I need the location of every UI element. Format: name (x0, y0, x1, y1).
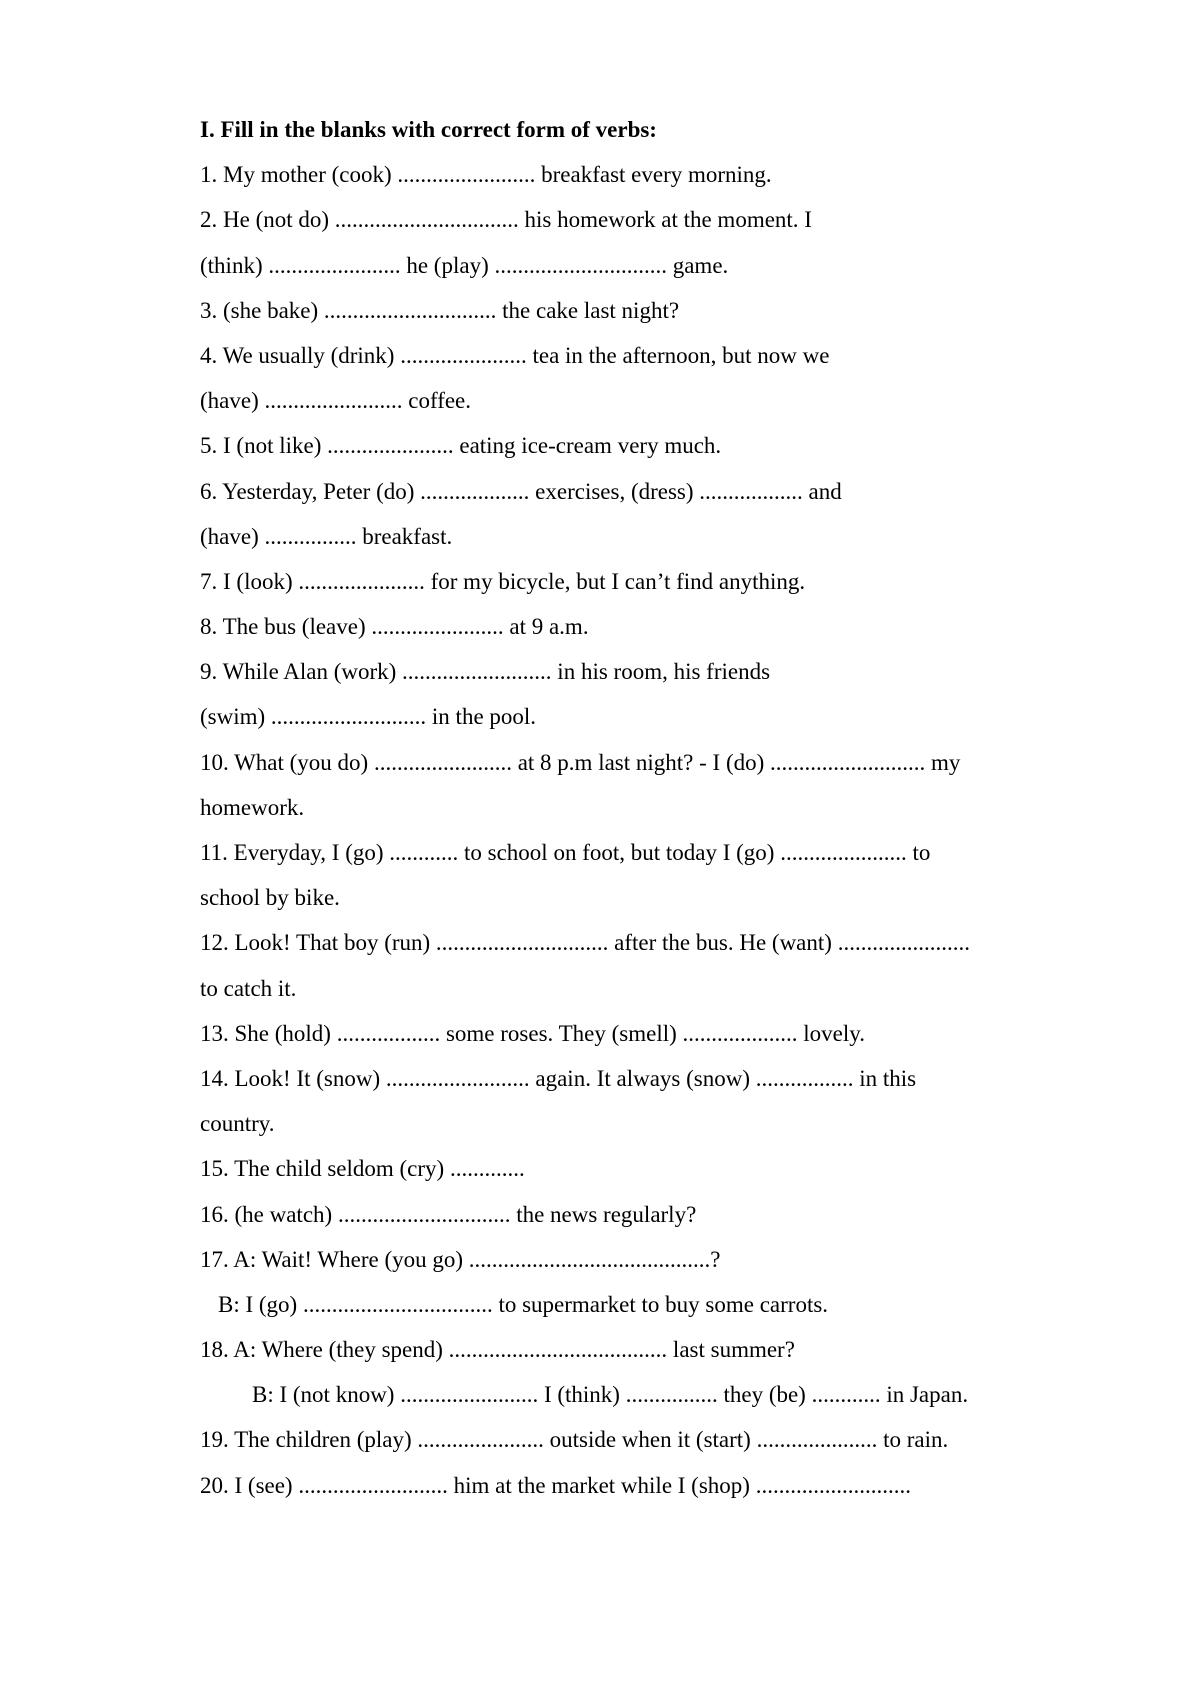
question-4: 4. We usually (drink) ...................... tea in the afternoon, but now we (200, 342, 830, 368)
question-17-a: 17. A: Wait! Where (you go) ..........................................? (200, 1246, 721, 1272)
question-10: 10. What (you do) ........................ at 8 p.m last night? - I (do) ........................... my (200, 749, 961, 775)
exercise-title: I. Fill in the blanks with correct form of verbs: (200, 117, 657, 142)
question-6: 6. Yesterday, Peter (do) ................... exercises, (dress) .................. and (200, 478, 842, 504)
question-5: 5. I (not like) ...................... eating ice-cream very much. (200, 433, 722, 459)
question-16: 16. (he watch) .............................. the news regularly? (200, 1201, 697, 1227)
question-11-continued: school by bike. (200, 885, 340, 911)
question-18-a: 18. A: Where (they spend) ...................................... last summer? (200, 1337, 795, 1363)
question-13: 13. She (hold) .................. some roses. They (smell) .................... lovely. (200, 1020, 866, 1046)
question-17-b: B: I (go) ................................. to supermarket to buy some carrots. (218, 1291, 829, 1317)
question-7: 7. I (look) ...................... for my bicycle, but I can’t find anything. (200, 568, 806, 594)
question-12-continued: to catch it. (200, 975, 297, 1001)
question-18-b: B: I (not know) ........................ I (think) ................ they (be) ............ in Japan. (252, 1382, 969, 1408)
question-14: 14. Look! It (snow) ......................... again. It always (snow) ................. in this (200, 1065, 917, 1091)
question-9-continued: (swim) ........................... in the pool. (200, 704, 537, 730)
question-15: 15. The child seldom (cry) ............. (200, 1156, 525, 1182)
question-10-continued: homework. (200, 794, 305, 820)
question-1: 1. My mother (cook) ........................ breakfast every morning. (200, 162, 772, 188)
question-14-continued: country. (200, 1111, 275, 1137)
question-2: 2. He (not do) ................................ his homework at the moment. I (200, 207, 812, 233)
question-20: 20. I (see) .......................... him at the market while I (shop) ........................... (200, 1472, 911, 1498)
question-11: 11. Everyday, I (go) ............ to school on foot, but today I (go) ...................... to (200, 840, 931, 865)
question-6-continued: (have) ................ breakfast. (200, 523, 453, 549)
question-12: 12. Look! That boy (run) .............................. after the bus. He (want) ....................... (200, 930, 970, 956)
question-9: 9. While Alan (work) .......................... in his room, his friends (200, 659, 771, 685)
question-8: 8. The bus (leave) ....................... at 9 a.m. (200, 614, 589, 640)
question-19: 19. The children (play) ...................... outside when it (start) ..................... to rain. (200, 1427, 949, 1453)
worksheet-content (200, 107, 1120, 1508)
question-4-continued: (have) ........................ coffee. (200, 388, 472, 414)
question-2-continued: (think) ....................... he (play) .............................. game. (200, 252, 729, 278)
question-3: 3. (she bake) .............................. the cake last night? (200, 297, 680, 323)
